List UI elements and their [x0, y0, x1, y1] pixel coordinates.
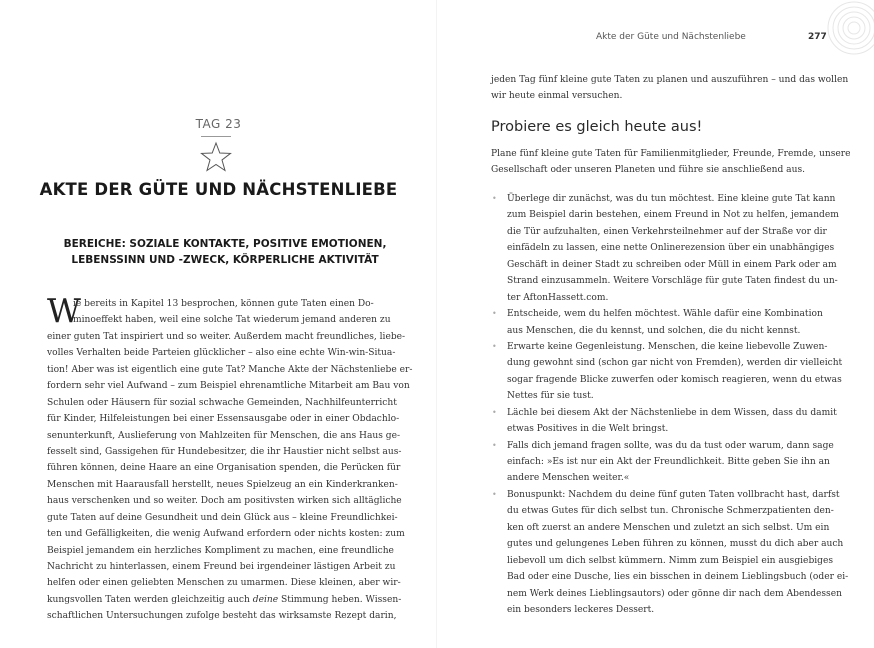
body-line: haus verschenken und so weiter. Doch am positivsten wirken sich alltägliche: [47, 496, 402, 507]
body-line: fesselt sind, Gassigehen für Hundebesitzer, die ihr Haustier nicht selbst aus-: [47, 446, 402, 457]
bullet-line: Bonuspunkt: Nachdem du deine fünf guten Taten vollbracht hast, darfst: [507, 489, 840, 500]
areas-line: LEBENSSINN UND -ZWECK, KÖRPERLICHE AKTIVITÄT: [71, 254, 379, 266]
bullet-line: ken oft zuerst an andere Menschen und zuletzt an sich selbst. Um ein: [507, 522, 830, 533]
body-line: einer guten Tat inspiriert und so weiter. Außerdem macht freundliches, liebe-: [47, 331, 406, 342]
body-line: schaftlichen Untersuchungen zufolge besteht das wirksamste Rezept darin,: [47, 611, 397, 622]
plan-line: Gesellschaft oder unseren Planeten und führe sie anschließend aus.: [491, 165, 806, 176]
body-line: Schulen oder Häusern für sozial schwache Gemeinden, Nachhilfeunterricht: [47, 397, 397, 408]
bullet-line: Erwarte keine Gegenleistung. Menschen, die keine liebevolle Zuwen-: [507, 341, 828, 352]
body-line: Menschen mit Haarausfall herstellt, neues Spielzeug an ein Kinderkranken-: [47, 479, 398, 490]
body-line: Beispiel jemandem ein herzliches Kompliment zu machen, eine freundliche: [47, 545, 394, 556]
bullet-line: zum Beispiel darin bestehen, einem Freund in Not zu helfen, jemandem: [507, 210, 839, 221]
body-line: führen können, deine Haare an eine Organisation spenden, die Perücken für: [47, 463, 401, 474]
bullet-line: Überlege dir zunächst, was du tun möchtest. Eine kleine gute Tat kann: [507, 194, 836, 204]
bullet-line: nem Werk deines Lieblingsautors) oder gönne dir nach dem Abendessen: [507, 588, 842, 599]
intro-line: jeden Tag fünf kleine gute Taten zu planen und auszuführen – und das wollen: [491, 75, 849, 85]
list-item: [491, 339, 843, 405]
page-gutter: [436, 0, 437, 648]
bullet-line: Entscheide, wem du helfen möchtest. Wähle dafür eine Kombination: [507, 309, 823, 320]
bullet-line: du etwas Gutes für dich selbst tun. Chronische Schmerzpatienten den-: [507, 506, 834, 517]
body-line: Nachricht zu hinterlassen, einem Freund bei irgendeiner lästigen Arbeit zu: [47, 562, 396, 572]
body-line: kungsvollen Taten werden gleichzeitig auch deine Stimmung heben. Wissen-: [47, 594, 402, 605]
body-line: helfen oder einen geliebten Menschen zu umarmen. Diese kleinen, aber wir-: [47, 578, 401, 589]
section-heading: Probiere es gleich heute aus!: [491, 119, 703, 135]
concentric-circles-decoration: [822, 0, 874, 60]
dropcap: W: [47, 291, 81, 330]
bullet-line: einfädeln zu lassen, eine nette Onlinerezension über ein unabhängiges: [507, 243, 835, 254]
list-item: [491, 438, 836, 487]
emphasis: deine: [252, 594, 279, 605]
star-outline-icon: [200, 141, 232, 173]
page-number: 277: [808, 32, 827, 42]
bullet-line: ter AftonHassett.com.: [507, 292, 609, 303]
bullet-marker: •: [492, 194, 497, 203]
bullet-marker: •: [492, 489, 497, 499]
body-line: ie bereits in Kapitel 13 besprochen, können gute Taten einen Do-: [73, 299, 374, 309]
bullet-line: andere Menschen weiter.«: [507, 473, 630, 484]
bullet-line: Geschäft in deiner Stadt zu schreiben oder Müll in einem Park oder am: [507, 259, 837, 270]
day-label: TAG 23: [195, 117, 242, 131]
body-line: gute Taten auf deine Gesundheit und dein Glück aus – kleine Freundlichkei-: [47, 512, 398, 523]
intro-paragraph: [491, 72, 849, 105]
chapter-title: AKTE DER GÜTE UND NÄCHSTENLIEBE: [39, 180, 398, 199]
bullet-line: die Tür aufzuhalten, einen Verkehrsteilnehmer auf der Straße vor dir: [507, 226, 827, 237]
running-head: Akte der Güte und Nächstenliebe: [596, 32, 746, 42]
list-item: [491, 306, 836, 339]
intro-line: wir heute einmal versuchen.: [491, 91, 623, 102]
bullet-line: gutes und gelungenes Leben führen zu können, musst du dich aber auch: [507, 539, 844, 550]
plan-line: Plane fünf kleine gute Taten für Familienmitglieder, Freunde, Fremde, unsere: [491, 149, 851, 159]
bullet-line: sogar fragende Blicke zuwerfen oder komisch reagieren, wenn du etwas: [507, 374, 842, 385]
bullet-line: ein besonders leckeres Dessert.: [507, 604, 655, 615]
bullet-line: etwas Positives in die Welt bringst.: [507, 424, 669, 435]
plan-paragraph: [491, 146, 851, 179]
bullet-marker: •: [492, 440, 497, 450]
body-line: ten und Gefälligkeiten, die wenig Aufwand erfordern oder nichts kosten: zum: [47, 529, 405, 540]
body-line: senunterkunft, Auslieferung von Mahlzeiten für Menschen, die ans Haus ge-: [47, 430, 401, 441]
body-line: fordern sehr viel Aufwand – zum Beispiel ehrenamtliche Mitarbeit am Bau von: [47, 381, 410, 392]
bullet-line: Falls dich jemand fragen sollte, was du da tust oder warum, dann sage: [507, 440, 834, 451]
body-line: minoeffekt haben, weil eine solche Tat wiederum jemand anderen zu: [73, 315, 391, 326]
body-line: für Kinder, Hilfeleistungen bei einer Essensausgabe oder in einer Obdachlo-: [47, 414, 400, 425]
bullet-line: Nettes für sie tust.: [507, 391, 594, 402]
bullet-line: einfach: »Es ist nur ein Akt der Freundlichkeit. Bitte geben Sie ihn an: [507, 457, 830, 467]
bullet-marker: •: [492, 407, 497, 417]
bullet-marker: •: [492, 309, 497, 319]
bullet-line: Bad oder eine Dusche, lies ein bisschen in deinem Lieblingsbuch (oder ei-: [507, 572, 849, 583]
body-line: tion! Aber was ist eigentlich eine gute Tat? Manche Akte der Nächstenliebe er-: [47, 364, 413, 375]
bullet-marker: •: [492, 341, 497, 351]
bullet-line: Lächle bei diesem Akt der Nächstenliebe in dem Wissen, dass du damit: [507, 407, 837, 418]
day-label-rule: [201, 136, 231, 137]
bullet-line: dung gewohnt sind (schon gar nicht von Fremden), werden dir vielleicht: [507, 358, 843, 369]
body-line: volles Verhalten beide Parteien glücklicher – also eine echte Win-win-Situa-: [47, 348, 396, 359]
list-item: [491, 487, 849, 619]
areas-line: BEREICHE: SOZIALE KONTAKTE, POSITIVE EMOTIONEN,: [63, 238, 387, 250]
areas-subtitle: [62, 236, 388, 268]
bullet-list: [491, 191, 849, 618]
bullet-line: liebevoll um dich selbst kümmern. Nimm zum Beispiel ein ausgiebiges: [507, 555, 834, 566]
bullet-line: Strand einzusammeln. Weitere Vorschläge für gute Taten findest du un-: [507, 276, 838, 287]
list-item: [491, 191, 839, 306]
list-item: [491, 405, 836, 438]
bullet-line: aus Menschen, die du kennst, und solchen, die du nicht kennst.: [507, 325, 801, 336]
left-body-text: [47, 291, 413, 625]
